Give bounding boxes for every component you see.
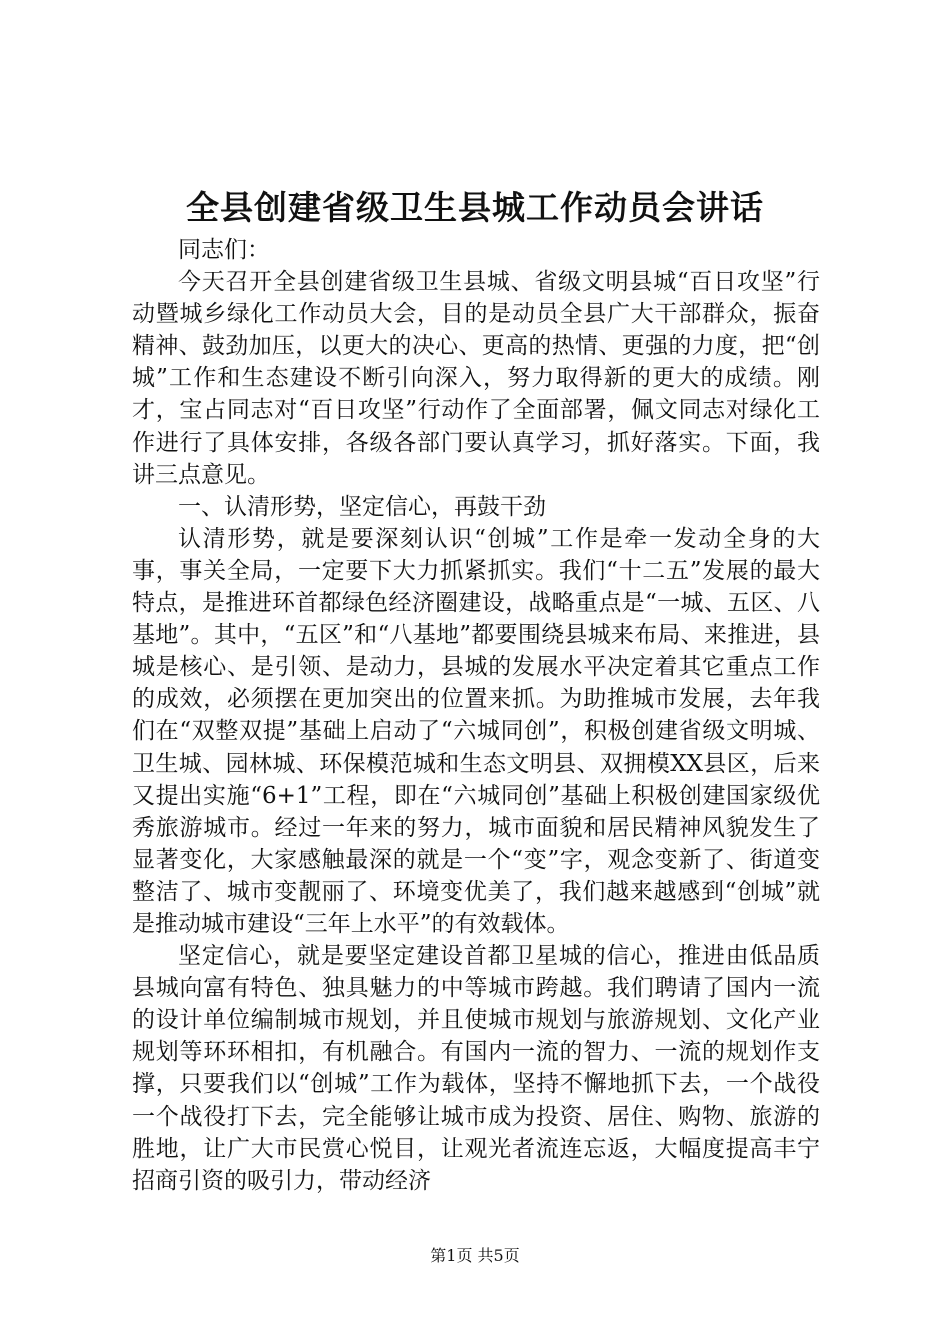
document-title: 全县创建省级卫生县城工作动员会讲话 bbox=[186, 188, 764, 227]
paragraph-confidence: 坚定信心，就是要坚定建设首都卫星城的信心，推进由低品质县城向富有特色、独具魅力的中等城市跨越。我们聘请了国内一流的设计单位编制城市规划，并且使城市规划与旅游规划、文化产业规划等环环相扣，有机融合。有国内一流的智力、一流的规划作支撑，只要我们以“创城”工作为载体，坚持不懈地抓下去，一个战役一个战役打下去，完全能够让城市成为投资、居住、购物、旅游的胜地，让广大市民赏心悦目，让观光者流连忘返，大幅度提高丰宁招商引资的吸引力，带动经济 bbox=[132, 943, 820, 1194]
page-footer: 第1页 共5页 bbox=[430, 1246, 520, 1265]
section-heading: 一、认清形势，坚定信心，再鼓干劲 bbox=[178, 493, 546, 520]
paragraph-situation: 认清形势，就是要深刻认识“创城”工作是牵一发动全身的大事，事关全局，一定要下大力抓紧抓实。我们“十二五”发展的最大特点，是推进环首都绿色经济圈建设，战略重点是“一城、五区、八基地”。其中，“五区”和“八基地”都要围绕县城来布局、来推进，县城是核心、是引领、是动力，县城的发展水平决定着其它重点工作的成效，必须摆在更加突出的位置来抓。为助推城市发展，去年我们在“双整双提”基础上启动了“六城同创”，积极创建省级文明城、卫生城、园林城、环保模范城和生态文明县、双拥模XX县区，后来又提出实施“6+1”工程，即在“六城同创”基础上积极创建国家级优秀旅游城市。经过一年来的努力，城市面貌和居民精神风貌发生了显著变化，大家感触最深的就是一个“变”字，观念变新了、街道变整洁了、城市变靓丽了、环境变优美了，我们越来越感到“创城”就是推动城市建设“三年上水平”的有效载体。 bbox=[132, 525, 820, 937]
salutation: 同志们： bbox=[178, 237, 270, 263]
paragraph-intro: 今天召开全县创建省级卫生县城、省级文明县城“百日攻坚”行动暨城乡绿化工作动员大会，目的是动员全县广大干部群众，振奋精神、鼓劲加压，以更大的决心、更高的热情、更强的力度，把“创城”工作和生态建设不断引向深入，努力取得新的更大的成绩。刚才，宝占同志对“百日攻坚”行动作了全面部署，佩文同志对绿化工作进行了具体安排，各级各部门要认真学习，抓好落实。下面，我讲三点意见。 bbox=[132, 269, 820, 488]
document-body bbox=[132, 234, 820, 1197]
